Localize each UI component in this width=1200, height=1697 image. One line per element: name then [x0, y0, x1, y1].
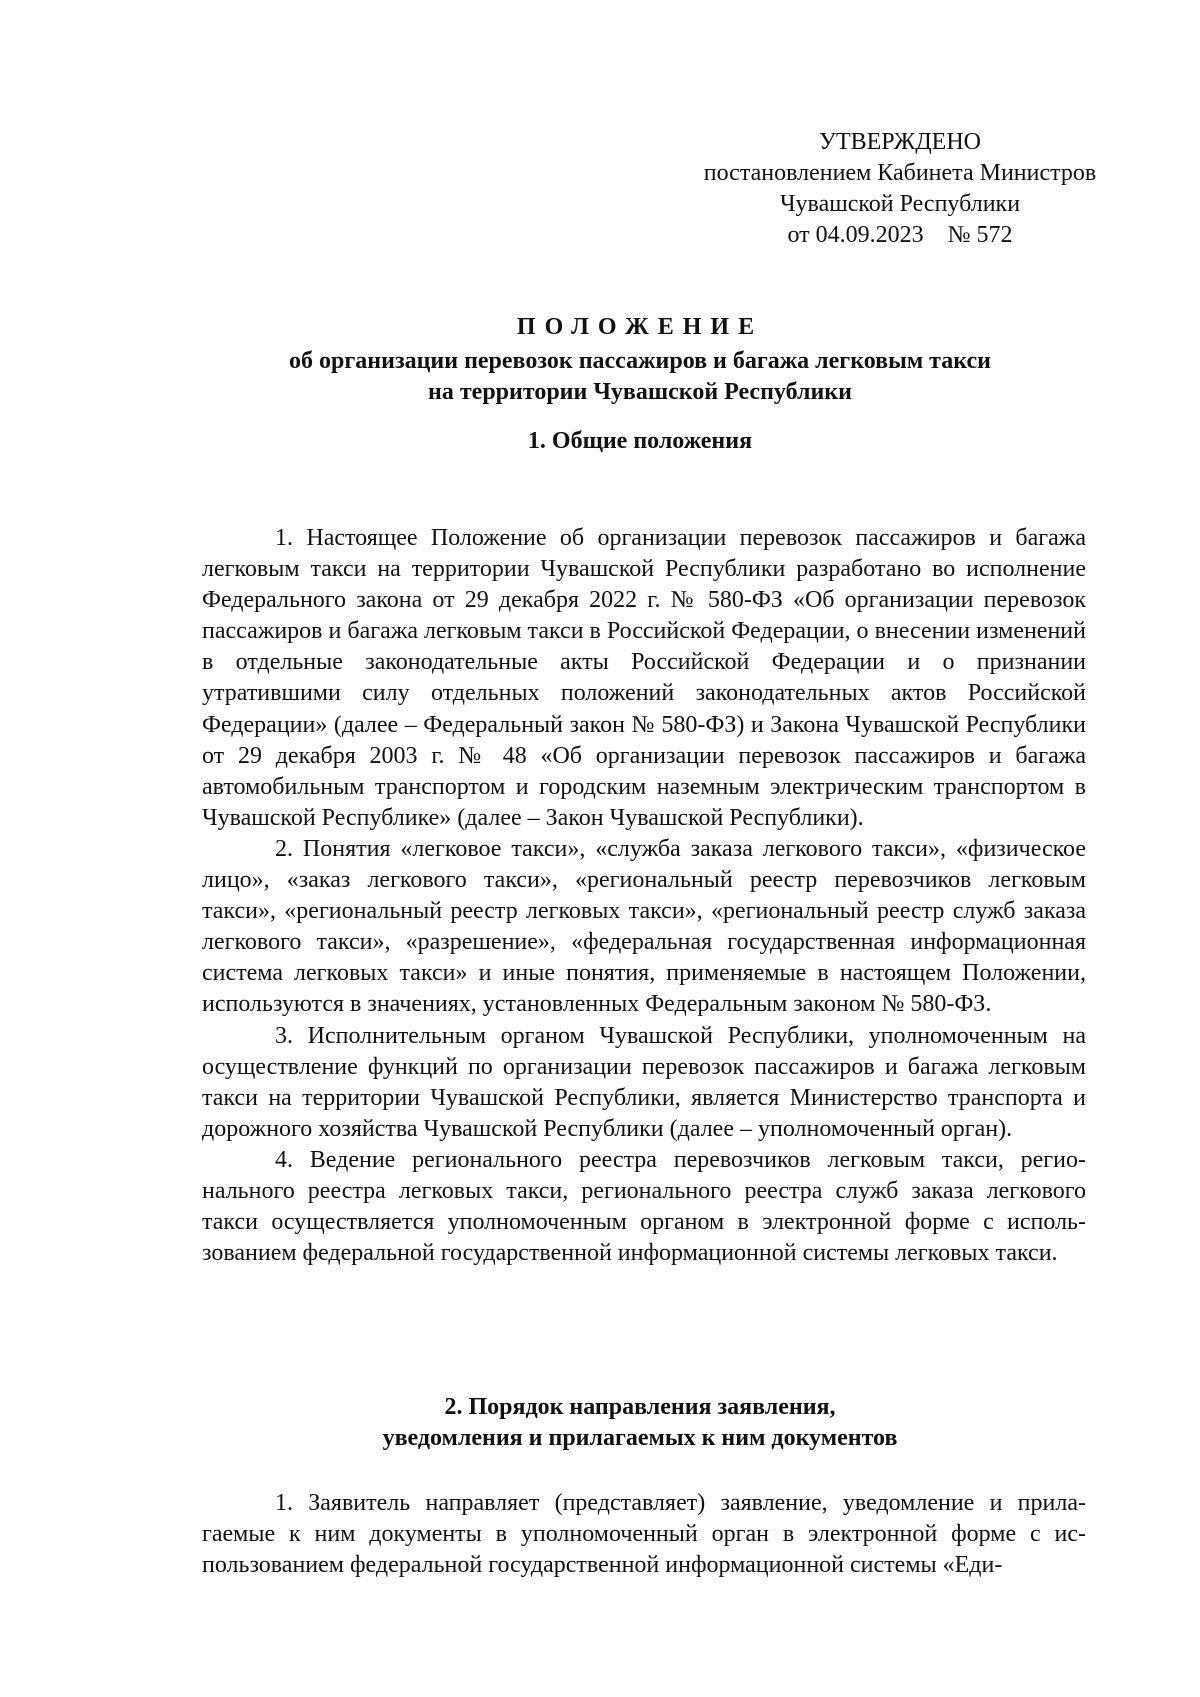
section-1-heading-text: 1. Общие положения	[527, 428, 753, 454]
section-1-paragraph-3: 3. Исполнительным органом Чувашской Республики, уполномоченным на осуществление функций по организации перевозок пассажиров и багажа легковым такси на территории Чувашской Республики, является Министерство транспорта и дорожного хозяйства Чувашской Республики (далее – уполномоченный орган).	[202, 1022, 1086, 1142]
section-1-paragraph-4: 4. Ведение регионального реестра перевозчиков легковым такси, регионального реестра легковых такси, регионального реестра служб заказа легкового такси осуществляется уполномоченным органом в электронной форме с использованием федеральной государственной информационной системы легковых такси.	[202, 1146, 1086, 1267]
approval-date-number: от 04.09.2023 № 572	[787, 222, 1013, 248]
approval-label: УТВЕРЖДЕНО	[818, 129, 982, 155]
section-1-paragraph-2: 2. Понятия «легковое такси», «служба заказа легкового такси», «физическое лицо», «заказ легкового такси», «региональный реестр перевозчиков легковым такси», «региональный реестр легковых такси», «региональный реестр служб заказа легкового такси», «разрешение», «федеральная государственная информационная система легковых такси» и иные понятия, применяемые в настоящем Положении, используются в значениях, установленных Федеральным законом № 580-ФЗ.	[202, 835, 1086, 1018]
section-2-heading-line-2: уведомления и прилагаемых к ним документов	[382, 1425, 898, 1451]
document-title-heading: ПОЛОЖЕНИЕ	[516, 314, 764, 340]
section-2-heading-line-1: 2. Порядок направления заявления,	[444, 1394, 836, 1420]
section-1-paragraph-1: 1. Настоящее Положение об организации перевозок пассажиров и багажа легковым такси на территории Чувашской Республики разработано во исполнение Федерального закона от 29 декабря 2022 г. № 580-ФЗ «Об организации перевозок пассажиров и багажа легковым такси в Российской Федерации, о внесении изменений в отдельные законодательные акты Российской Федерации и о признании утратившими силу отдельных положений законодательных актов Российской Федерации» (далее – Федеральный закон № 580-ФЗ) и Закона Чувашской Республики от 29 декабря 2003 г. № 48 «Об организации перевозок пассажиров и багажа автомобильным транспортом и городским наземным электрическим транспортом в Чувашской Республике» (далее – Закон Чувашской Республики).	[202, 525, 1086, 831]
document-title-line-2: на территории Чувашской Республики	[428, 379, 852, 405]
document-title	[200, 312, 1080, 408]
approval-issuer: постановлением Кабинета Министров	[703, 160, 1097, 186]
section-2-body	[202, 1488, 1086, 1581]
section-1-body	[202, 523, 1086, 1269]
section-2-paragraph-1: 1. Заявитель направляет (представляет) заявление, уведомление и прилагаемые к ним документы в уполномоченный орган в электронной форме с использованием федеральной государственной информационной системы «Еди-	[202, 1490, 1086, 1579]
section-1-heading	[200, 426, 1080, 457]
approval-region: Чувашской Республики	[779, 191, 1021, 217]
section-2-heading	[200, 1392, 1080, 1454]
approval-stamp-block	[680, 127, 1120, 251]
document-title-line-1: об организации перевозок пассажиров и багажа легковым такси	[289, 348, 991, 374]
